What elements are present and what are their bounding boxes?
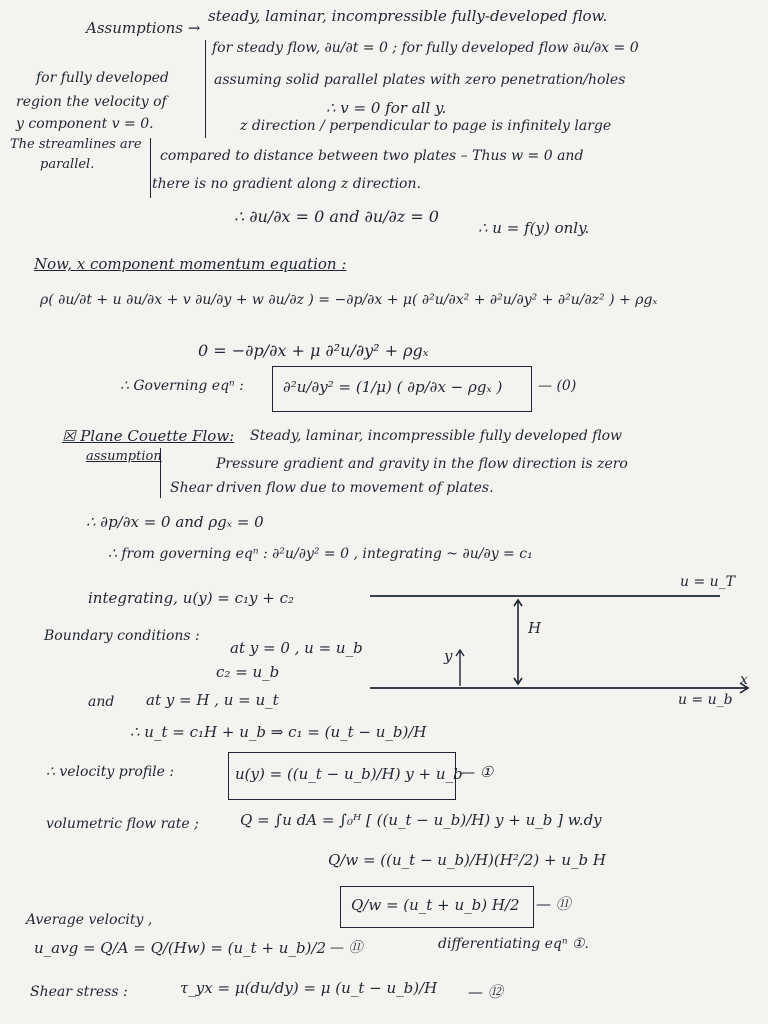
boundary-condition-1: at y = 0 , u = u_b [230,639,363,657]
average-velocity-equation: u_avg = Q/A = Q/(Hw) = (u_t + u_b)/2 [34,939,327,957]
u-function-of-y: ∴ u = f(y) only. [478,219,590,237]
profile-tag: — ① [460,763,494,781]
shear-stress-tag: — ⑫ [468,983,503,1001]
profile-equation: u(y) = ((u_t − u_b)/H) y + u_b [235,765,463,783]
y-axis-label: y [444,647,453,665]
flow-rate-result: Q/w = (u_t + u_b) H/2 [351,896,520,914]
average-velocity-tag: — ⑪ [330,940,363,956]
flow-rate-tag: — ⑪ [536,895,571,913]
couette-assumption-2: Shear driven flow due to movement of plates. [170,480,494,496]
assumptions-label: Assumptions → [86,19,201,37]
boundary-condition-3: at y = H , u = u_t [146,691,279,709]
boundary-result: ∴ u_t = c₁H + u_b ⇒ c₁ = (u_t − u_b)/H [130,723,427,741]
gradient-result: ∴ ∂u/∂x = 0 and ∂u/∂z = 0 [234,207,439,226]
side-note-4: The streamlines are [10,137,142,152]
boundary-label: Boundary conditions : [44,628,200,644]
flow-rate-step: Q/w = ((u_t − u_b)/H)(H²/2) + u_b H [328,851,607,869]
differentiating-note: differentiating eqⁿ ①. [438,936,589,952]
z-direction-line-1: z direction / perpendicular to page is infinitely large [240,118,612,134]
governing-equation: ∂²u/∂y² = (1/μ) ( ∂p/∂x − ρgₓ ) [283,378,503,396]
assumption-label: assumption [86,449,162,464]
couette-integration-1: ∴ from governing eqⁿ : ∂²u/∂y² = 0 , integrating ~ ∂u/∂y = c₁ [108,546,533,562]
flow-rate-equation: Q = ∫u dA = ∫₀ᴴ [ ((u_t − u_b)/H) y + u_b ] w.dy [240,811,602,829]
couette-consequence: ∴ ∂p/∂x = 0 and ρgₓ = 0 [86,513,264,531]
bottom-plate-label: u = u_b [678,692,733,708]
z-direction-line-3: there is no gradient along z direction. [152,176,421,192]
shear-stress-label: Shear stress : [30,984,128,1000]
couette-title-rest: Steady, laminar, incompressible fully developed flow [250,428,623,444]
average-velocity-label: Average velocity , [26,912,153,928]
couette-title: ☒ Plane Couette Flow: [62,427,235,445]
side-note-2: region the velocity of [16,94,167,110]
x-axis-label: x [740,672,748,688]
assumption-line-3: assuming solid parallel plates with zero penetration/holes [214,72,626,88]
flow-rate-label: volumetric flow rate ; [46,816,199,832]
boundary-and: and [88,694,115,710]
top-plate-label: u = u_T [680,574,736,590]
couette-integration-2: integrating, u(y) = c₁y + c₂ [88,589,295,607]
side-note-5: parallel. [40,157,95,172]
momentum-heading: Now, x component momentum equation : [34,255,347,273]
z-direction-line-2: compared to distance between two plates – Thus w = 0 and [160,148,584,164]
momentum-equation: ρ( ∂u/∂t + u ∂u/∂x + v ∂u/∂y + w ∂u/∂z ) = −∂p/∂x + μ( ∂²u/∂x² + ∂²u/∂y² + ∂²u/∂z² ) + ρgₓ [40,292,658,308]
shear-stress-equation: τ_yx = μ(du/dy) = μ (u_t − u_b)/H [180,979,438,997]
side-note-1: for fully developed [36,70,169,86]
side-note-3: y component v = 0. [16,116,154,132]
assumption-line-4: ∴ v = 0 for all y. [326,99,447,117]
assumption-line-1: steady, laminar, incompressible fully-developed flow. [208,7,608,25]
profile-label: ∴ velocity profile : [46,764,175,780]
governing-label: ∴ Governing eqⁿ : [120,378,244,394]
boundary-condition-2: c₂ = u_b [216,663,280,681]
assumption-line-2: for steady flow, ∂u/∂t = 0 ; for fully developed flow ∂u/∂x = 0 [212,40,639,56]
height-label: H [528,619,542,637]
governing-tag: — (0) [538,378,577,394]
reduced-equation: 0 = −∂p/∂x + μ ∂²u/∂y² + ρgₓ [198,341,429,360]
couette-assumption-1: Pressure gradient and gravity in the flow direction is zero [216,456,628,472]
